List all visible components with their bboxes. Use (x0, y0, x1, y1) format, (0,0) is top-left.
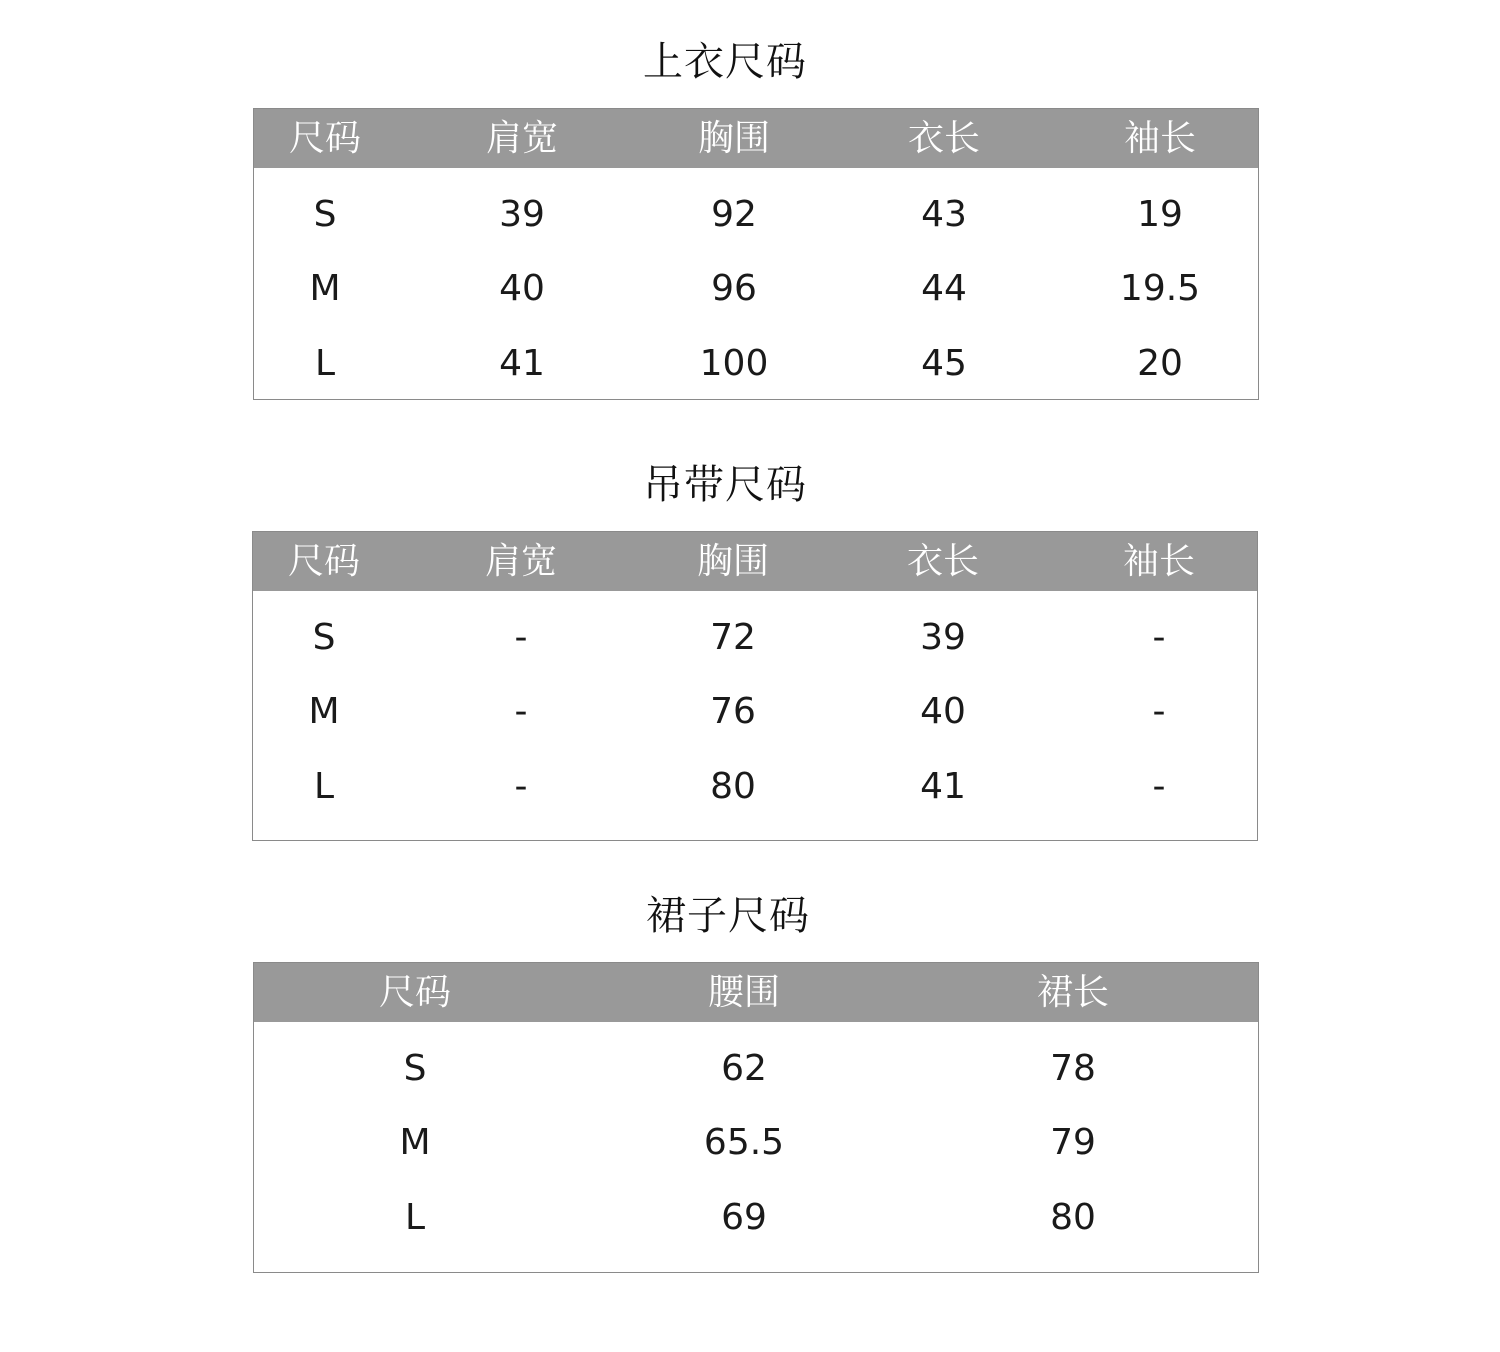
header-size: 尺码 (378, 972, 451, 1013)
cell-shoulder: - (514, 616, 528, 658)
cell-size: L (313, 765, 335, 807)
header-skirt-length: 裙长 (1036, 972, 1109, 1013)
cell-skirt-length: 78 (1050, 1047, 1096, 1089)
header-size: 尺码 (287, 541, 360, 582)
table-body (254, 1022, 1258, 1255)
cell-skirt-length: 80 (1050, 1196, 1096, 1238)
cell-chest: 80 (710, 765, 756, 807)
cell-chest: 100 (699, 342, 769, 384)
header-length: 衣长 (906, 541, 979, 582)
table-body (253, 591, 1257, 824)
table-header (253, 532, 1257, 591)
cell-waist: 62 (721, 1047, 767, 1089)
cell-length: 39 (920, 616, 966, 658)
cell-sleeve: - (1152, 691, 1166, 733)
cell-waist: 65.5 (703, 1122, 785, 1164)
skirt-title: 裙子尺码 (646, 893, 810, 939)
cell-skirt-length: 79 (1050, 1122, 1096, 1164)
header-waist: 腰围 (707, 972, 780, 1013)
tops-size-table (253, 108, 1259, 400)
cell-shoulder: - (514, 765, 528, 807)
table-header (254, 109, 1258, 168)
header-shoulder: 肩宽 (485, 118, 558, 159)
table-row (254, 252, 1258, 327)
table-row (254, 1106, 1258, 1181)
cell-length: 43 (921, 193, 967, 235)
table-body (254, 168, 1258, 401)
cell-sleeve: 19.5 (1119, 268, 1201, 310)
cell-chest: 92 (711, 193, 757, 235)
cell-size: S (312, 616, 336, 658)
header-chest: 胸围 (696, 541, 769, 582)
cell-chest: 96 (711, 268, 757, 310)
table-header (254, 963, 1258, 1022)
cell-shoulder: 41 (499, 342, 545, 384)
cell-shoulder: 39 (499, 193, 545, 235)
cell-size: M (308, 691, 340, 733)
table-row (254, 177, 1258, 252)
header-sleeve: 袖长 (1122, 541, 1195, 582)
cell-sleeve: 19 (1137, 193, 1183, 235)
tops-title: 上衣尺码 (643, 39, 807, 85)
cell-sleeve: 20 (1137, 342, 1183, 384)
cell-waist: 69 (721, 1196, 767, 1238)
header-chest: 胸围 (697, 118, 770, 159)
table-row (253, 749, 1257, 824)
camisole-size-table (252, 531, 1258, 841)
skirt-size-table (253, 962, 1259, 1273)
cell-shoulder: 40 (499, 268, 545, 310)
cell-length: 40 (920, 691, 966, 733)
cell-length: 41 (920, 765, 966, 807)
header-shoulder: 肩宽 (484, 541, 557, 582)
cell-size: L (314, 342, 336, 384)
table-row (254, 1180, 1258, 1255)
header-length: 衣长 (907, 118, 980, 159)
cell-chest: 72 (710, 616, 756, 658)
cell-size: M (399, 1122, 431, 1164)
cell-size: L (404, 1196, 426, 1238)
cell-size: S (313, 193, 337, 235)
camisole-title: 吊带尺码 (643, 462, 807, 508)
cell-sleeve: - (1152, 765, 1166, 807)
table-row (254, 1031, 1258, 1106)
header-size: 尺码 (288, 118, 361, 159)
table-row (254, 326, 1258, 401)
header-sleeve: 袖长 (1123, 118, 1196, 159)
cell-chest: 76 (710, 691, 756, 733)
cell-sleeve: - (1152, 616, 1166, 658)
cell-length: 45 (921, 342, 967, 384)
table-row (253, 600, 1257, 675)
cell-length: 44 (921, 268, 967, 310)
table-row (253, 675, 1257, 750)
cell-size: S (403, 1047, 427, 1089)
cell-size: M (309, 268, 341, 310)
cell-shoulder: - (514, 691, 528, 733)
